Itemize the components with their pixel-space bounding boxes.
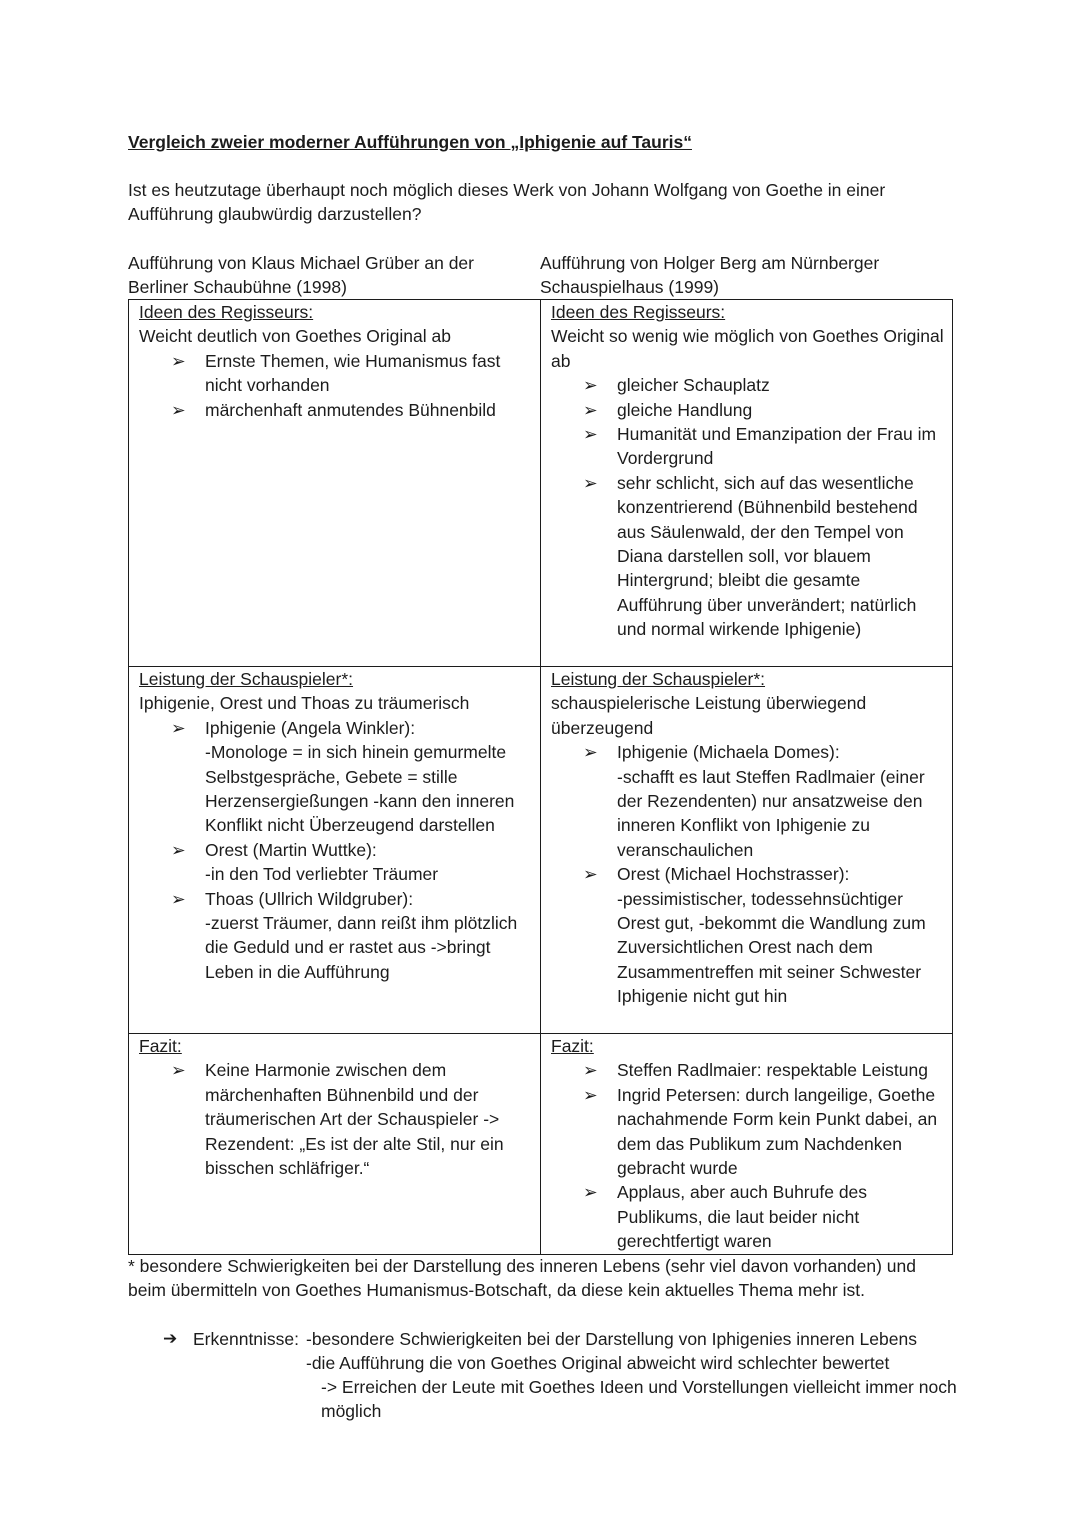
right-column-heading: Aufführung von Holger Berg am Nürnberger Schauspielhaus (1999)	[540, 253, 880, 298]
section-text: Iphigenie, Orest und Thoas zu träumerisch	[139, 693, 470, 714]
section-heading: Ideen des Regisseurs:	[139, 302, 314, 322]
intro-question: Ist es heutzutage überhaupt noch möglich dieses Werk von Johann Wolfgang von Goethe in einer Aufführung glaubwürdig darzustellen?	[128, 180, 886, 225]
section-text: Weicht so wenig wie möglich von Goethes Original ab	[551, 326, 944, 371]
list-item	[583, 862, 946, 1008]
actor-label: Orest (Michael Hochstrasser):	[617, 864, 850, 885]
arrowhead-bullet-icon: ➢	[171, 1060, 186, 1081]
bold-right-arrow-icon: ➔	[163, 1329, 178, 1348]
arrowhead-bullet-icon: ➢	[583, 399, 598, 420]
section-text: Weicht deutlich von Goethes Original ab	[139, 326, 451, 347]
list-item: ➢ sehr schlicht, sich auf das wesentliche konzentrierend (Bühnenbild bestehend aus Säulenwald, der den Tempel von Diana darstellen soll, vor blauem Hintergrund; bleibt die gesamte Aufführung über unverändert; natürlich und normal wirkende Iphigenie)	[583, 472, 918, 640]
list-item: ➢ Applaus, aber auch Buhrufe des Publikums, die laut beider nicht gerechtfertigt waren	[583, 1182, 868, 1252]
section-text: schauspielerische Leistung überwiegend überzeugend	[551, 693, 867, 738]
cell-fazit-right	[541, 1034, 953, 1255]
actor-label: Orest (Martin Wuttke):	[205, 839, 377, 860]
list-item	[171, 838, 534, 887]
actor-detail: -in den Tod verliebter Träumer	[205, 864, 439, 885]
arrowhead-bullet-icon: ➢	[583, 424, 598, 445]
cell-fazit-left	[129, 1034, 541, 1255]
list-item	[171, 716, 534, 838]
erkenntnisse-label: Erkenntnisse:	[193, 1329, 300, 1349]
arrowhead-bullet-icon: ➢	[583, 1060, 598, 1081]
arrowhead-bullet-icon: ➢	[171, 399, 186, 420]
arrowhead-bullet-icon: ➢	[583, 1084, 598, 1105]
list-item: ➢ Ernste Themen, wie Humanismus fast nicht vorhanden	[171, 350, 501, 396]
list-item: ➢ gleiche Handlung	[583, 398, 946, 422]
erkenntnis-line: -besondere Schwierigkeiten bei der Darstellung von Iphigenies inneren Lebens	[306, 1329, 917, 1349]
list-item	[171, 887, 534, 985]
footnote: * besondere Schwierigkeiten bei der Darstellung des inneren Lebens (sehr viel davon vorhanden) und beim übermitteln von Goethes Humanismus-Botschaft, da diese kein aktuelles Thema mehr ist.	[128, 1256, 916, 1301]
actor-detail: -schafft es laut Steffen Radlmaier (einer der Rezendenten) nur ansatzweise den inneren Konflikt von Iphigenie zu veranschaulichen	[617, 766, 925, 860]
list-item: ➢ Keine Harmonie zwischen dem märchenhaften Bühnenbild und der träumerischen Art der Schauspieler -> Rezendent: „Es ist der alte Stil, nur ein bisschen schläfriger.“	[171, 1060, 504, 1179]
arrowhead-bullet-icon: ➢	[171, 717, 186, 738]
list-item	[583, 740, 946, 862]
list-item: ➢ Humanität und Emanzipation der Frau im Vordergrund	[583, 424, 937, 469]
bullet-list	[551, 373, 946, 641]
list-item: ➢ Ingrid Petersen: durch langeilige, Goethe nachahmende Form kein Punkt dabei, an dem das Publikum zum Nachdenken gebracht wurde	[583, 1084, 938, 1179]
list-item: ➢ Steffen Radlmaier: respektable Leistung	[583, 1058, 946, 1082]
comparison-table	[128, 299, 953, 1255]
arrowhead-bullet-icon: ➢	[583, 472, 598, 493]
list-item: ➢ gleicher Schauplatz	[583, 373, 946, 397]
actor-detail: -zuerst Träumer, dann reißt ihm plötzlich die Geduld und er rastet aus ->bringt Leben in die Aufführung	[205, 913, 518, 982]
actor-label: Iphigenie (Michaela Domes):	[617, 742, 840, 763]
section-heading: Fazit:	[551, 1036, 594, 1056]
table-row-fazit	[129, 1034, 953, 1255]
arrowhead-bullet-icon: ➢	[583, 375, 598, 396]
actor-detail: -pessimistischer, todessehnsüchtiger Orest gut, -bekommt die Wandlung zum Zuversichtlichen Orest nach dem Zusammentreffen mit seiner Schwester Iphigenie nicht gut hin	[617, 888, 926, 1007]
document-title: Vergleich zweier moderner Aufführungen von „Iphigenie auf Tauris“	[128, 132, 692, 152]
actor-detail: -Monologe = in sich hinein gemurmelte Selbstgespräche, Gebete = stille Herzensergießungen -kann den inneren Konflikt nicht Überzeugend darstellen	[205, 742, 515, 836]
cell-ideen-left	[129, 300, 541, 667]
bullet-list	[139, 1058, 534, 1180]
cell-ideen-right	[541, 300, 953, 667]
arrowhead-bullet-icon: ➢	[171, 888, 186, 909]
list-item: ➢ märchenhaft anmutendes Bühnenbild	[171, 398, 534, 422]
bullet-list	[551, 1058, 946, 1253]
table-row-leistung	[129, 667, 953, 1034]
section-heading: Ideen des Regisseurs:	[551, 302, 726, 322]
section-heading: Fazit:	[139, 1036, 182, 1056]
arrowhead-bullet-icon: ➢	[583, 1182, 598, 1203]
arrowhead-bullet-icon: ➢	[171, 350, 186, 371]
cell-leistung-right	[541, 667, 953, 1034]
actor-label: Thoas (Ullrich Wildgruber):	[205, 888, 414, 909]
erkenntnis-line: -die Aufführung die von Goethes Original abweicht wird schlechter bewertet	[306, 1353, 890, 1373]
bullet-list	[551, 740, 946, 1008]
arrowhead-bullet-icon: ➢	[171, 839, 186, 860]
left-column-heading: Aufführung von Klaus Michael Grüber an der Berliner Schaubühne (1998)	[128, 253, 474, 298]
erkenntnis-line: -> Erreichen der Leute mit Goethes Ideen und Vorstellungen vielleicht immer noch möglich	[321, 1377, 957, 1422]
actor-label: Iphigenie (Angela Winkler):	[205, 717, 416, 738]
section-heading: Leistung der Schauspieler*:	[551, 669, 766, 689]
table-row-ideen	[129, 300, 953, 667]
section-heading: Leistung der Schauspieler*:	[139, 669, 354, 689]
arrowhead-bullet-icon: ➢	[583, 864, 598, 885]
bullet-list	[139, 716, 534, 984]
arrowhead-bullet-icon: ➢	[583, 742, 598, 763]
bullet-list	[139, 349, 534, 422]
cell-leistung-left	[129, 667, 541, 1034]
